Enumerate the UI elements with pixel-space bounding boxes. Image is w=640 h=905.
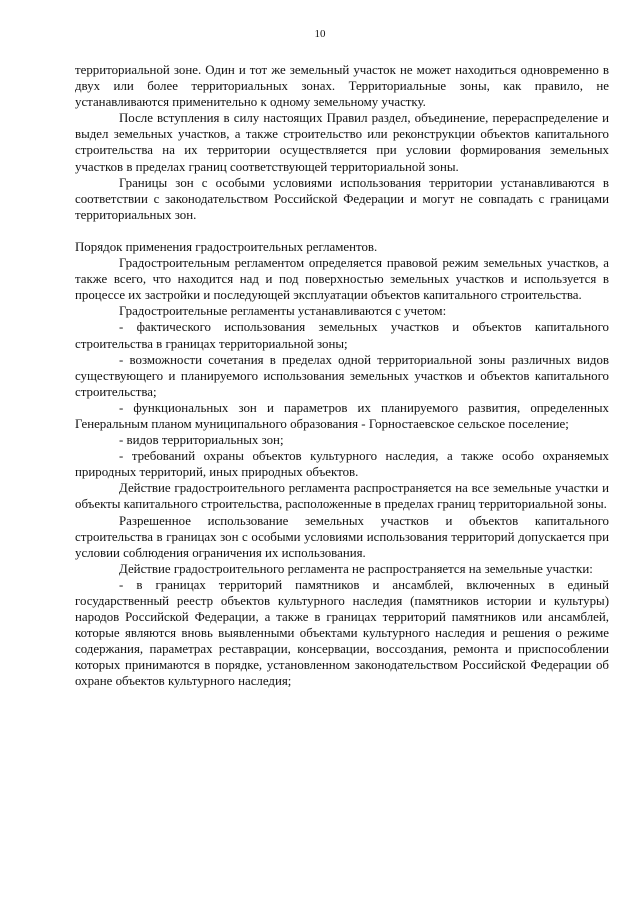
- paragraph: Градостроительные регламенты устанавливаются с учетом:: [119, 304, 447, 319]
- list-item: - фактического использования земельных участков и объектов капитального строительства в границах территориальной зоны;: [75, 320, 609, 351]
- paragraph: Действие градостроительного регламента распространяется на все земельные участки и объекты капитального строительства, расположенные в пределах границ территориальной зоны.: [75, 481, 609, 512]
- list-item: - возможности сочетания в пределах одной территориальной зоны различных видов существующего и планируемого использования земельных участков и объектов капитального строительства;: [75, 352, 609, 399]
- paragraph: Действие градостроительного регламента не распространяется на земельные участки:: [119, 561, 593, 576]
- list-item: - функциональных зон и параметров их планируемого развития, определенных Генеральным планом муниципального образования - Горностаевское сельское поселение;: [75, 400, 609, 431]
- list-item: - видов территориальных зон;: [119, 433, 284, 448]
- paragraph: Разрешенное использование земельных участков и объектов капитального строительства в границах зон с особыми условиями использования территорий допускается при условии соблюдения ограничения их использования.: [75, 513, 609, 560]
- paragraph: Градостроительным регламентом определяется правовой режим земельных участков, а также всего, что находится над и под поверхностью земельных участков и используется в процессе их застройки и последующей эксплуатации объектов капитального строительства.: [75, 256, 609, 303]
- page-number: 10: [314, 28, 326, 40]
- document-body: [75, 62, 609, 690]
- paragraph: Границы зон с особыми условиями использования территории устанавливаются в соответствии с законодательством Российской Федерации и могут не совпадать с границами территориальных зон.: [75, 175, 609, 222]
- list-item: - требований охраны объектов культурного наследия, а также особо охраняемых природных территорий, иных природных объектов.: [75, 449, 609, 480]
- section-heading: Порядок применения градостроительных регламентов.: [75, 239, 378, 254]
- paragraph: После вступления в силу настоящих Правил раздел, объединение, перераспределение и выдел земельных участков, а также строительство или реконструкции объектов капитального строительства на их территории осуществляется при условии формирования земельных участков в пределах границ соответствующей территориальной зоны.: [75, 111, 609, 174]
- list-item: - в границах территорий памятников и ансамблей, включенных в единый государственный реестр объектов культурного наследия (памятников истории и культуры) народов Российской Федерации, а также в границах территорий памятников или ансамблей, которые являются вновь выявленными объектами культурного наследия и решения о режиме содержания, параметрах реставрации, консервации, воссоздания, ремонта и приспособлении которых принимаются в порядке, установленном законодательством Российской Федерации об охране объектов культурного наследия;: [75, 577, 609, 689]
- paragraph: территориальной зоне. Один и тот же земельный участок не может находиться одновременно в двух или более территориальных зонах. Территориальные зоны, как правило, не устанавливаются применительно к одному земельному участку.: [75, 63, 609, 110]
